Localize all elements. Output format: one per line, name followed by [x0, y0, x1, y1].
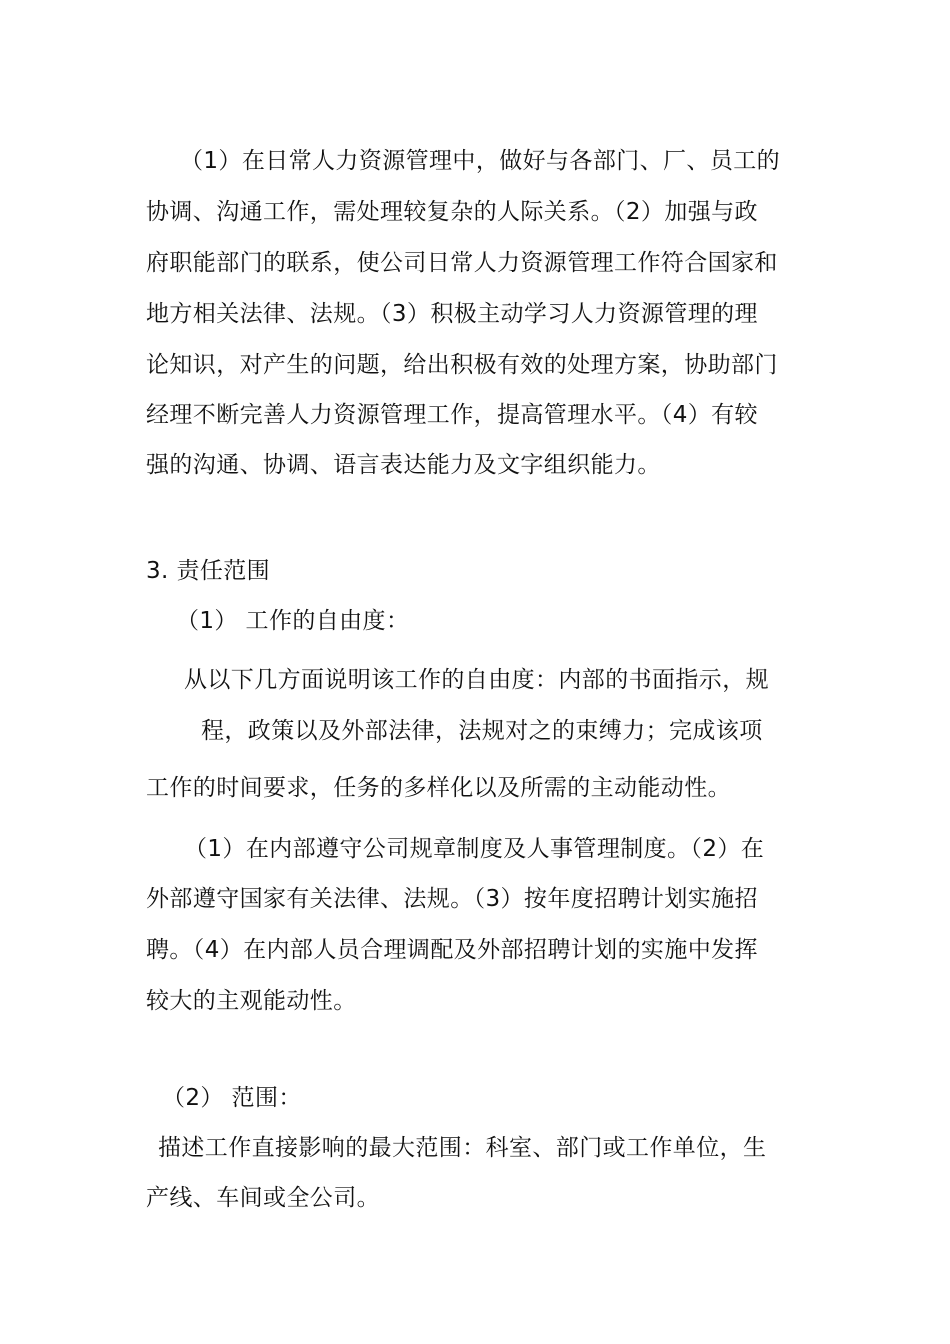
subsection-heading: （1） 工作的自由度： [176, 608, 410, 634]
description-line: 产线、车间或全公司。 [146, 1185, 380, 1211]
answer-line: 外部遵守国家有关法律、法规。（3）按年度招聘计划实施招 [146, 886, 758, 912]
section-heading: 3. 责任范围 [146, 558, 271, 584]
description-line: 描述工作直接影响的最大范围：科室、部门或工作单位，生 [158, 1135, 767, 1161]
description-line: 工作的时间要求，任务的多样化以及所需的主动能动性。 [146, 775, 731, 801]
subsection-heading: （2） 范围： [162, 1085, 302, 1111]
description-line: 程，政策以及外部法律，法规对之的束缚力；完成该项 [201, 718, 763, 744]
paragraph-line: 强的沟通、协调、语言表达能力及文字组织能力。 [146, 452, 661, 478]
paragraph-line: （1）在日常人力资源管理中，做好与各部门、厂、员工的 [180, 148, 781, 174]
paragraph-line: 经理不断完善人力资源管理工作，提高管理水平。（4）有较 [146, 402, 758, 428]
answer-line: 聘。（4）在内部人员合理调配及外部招聘计划的实施中发挥 [146, 937, 758, 963]
answer-line: 较大的主观能动性。 [146, 988, 357, 1014]
paragraph-line: 协调、沟通工作，需处理较复杂的人际关系。（2）加强与政 [146, 199, 758, 225]
answer-line: （1）在内部遵守公司规章制度及人事管理制度。（2）在 [184, 836, 765, 862]
description-line: 从以下几方面说明该工作的自由度：内部的书面指示，规 [184, 667, 769, 693]
paragraph-line: 地方相关法律、法规。（3）积极主动学习人力资源管理的理 [146, 301, 758, 327]
paragraph-line: 论知识，对产生的问题，给出积极有效的处理方案，协助部门 [146, 352, 778, 378]
paragraph-line: 府职能部门的联系，使公司日常人力资源管理工作符合国家和 [146, 250, 778, 276]
